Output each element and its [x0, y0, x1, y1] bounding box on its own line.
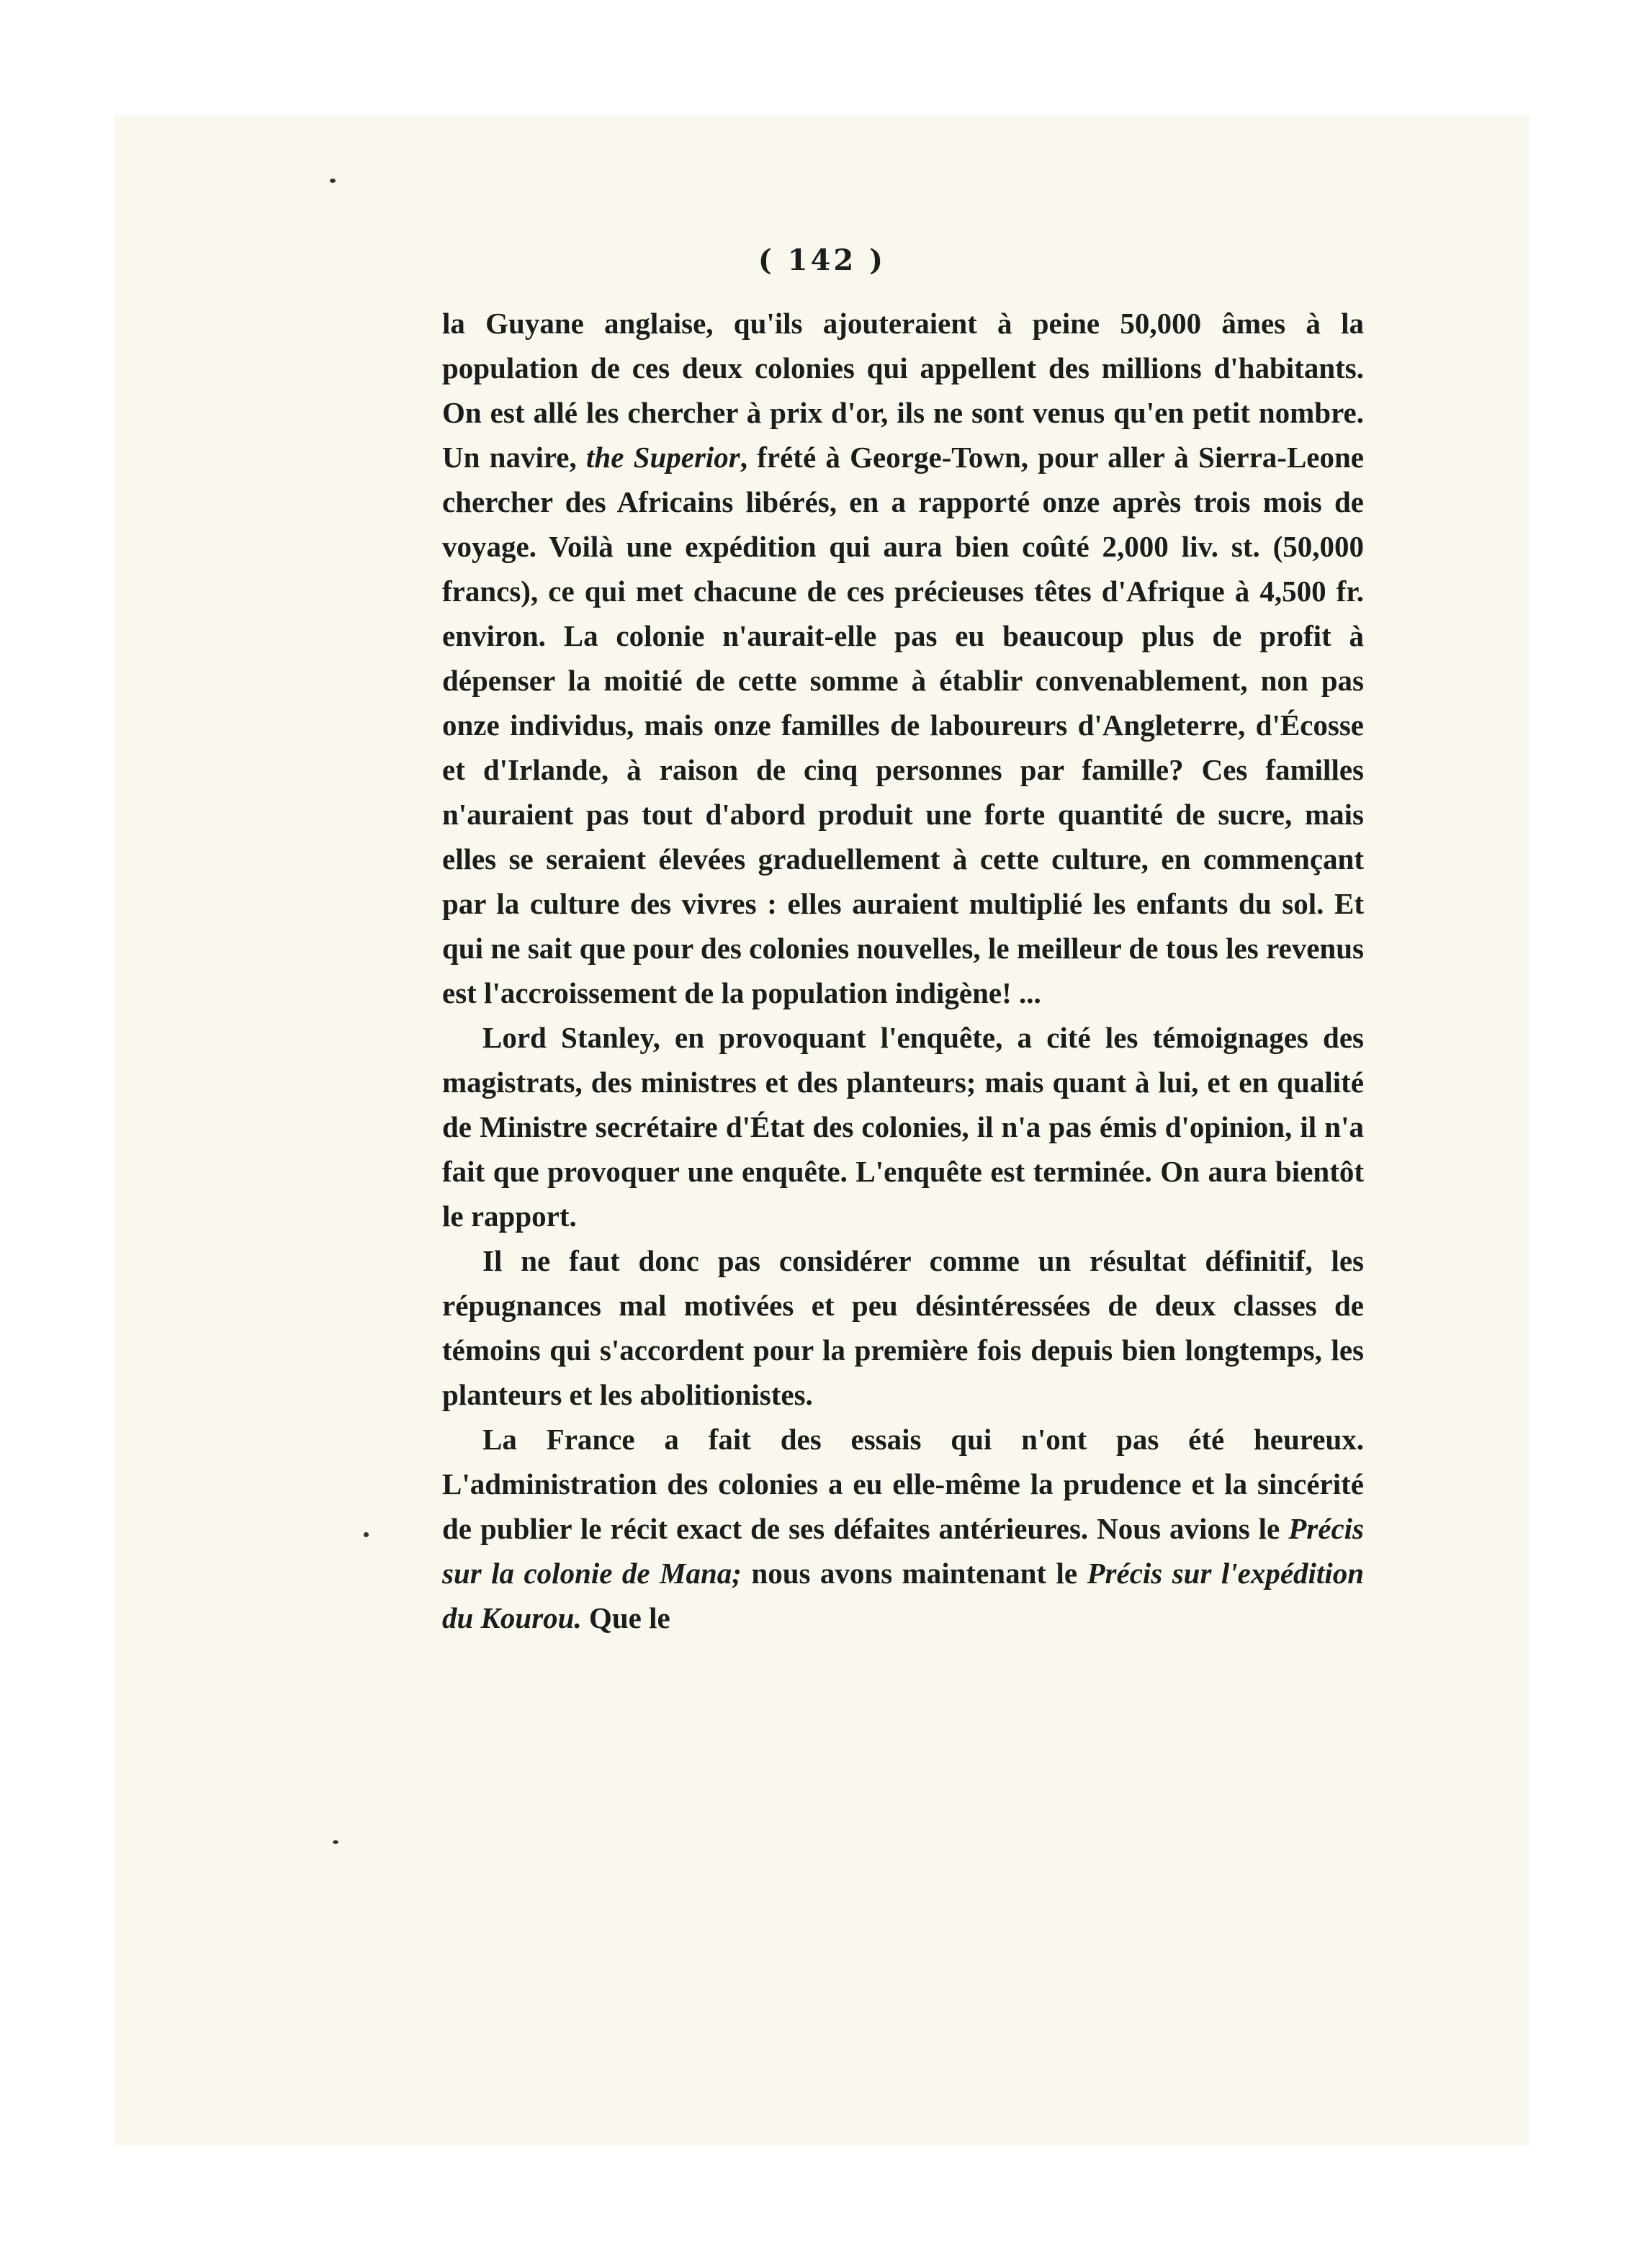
ink-speck [333, 1840, 338, 1844]
text-run: , frété à George-Town, pour aller à Sierra-Leone chercher des Africains libérés, en a rapporté onze après trois mois de voyage. Voilà une expédition qui aura bien coûté 2,000 liv. st. (50,000 francs), ce qui met chacune de ces précieuses têtes d'Afrique à 4,500 fr. environ. La colonie n'aurait-elle pas eu beaucoup plus de profit à dépenser la moitié de cette somme à établir convenablement, non pas onze individus, mais onze familles de laboureurs d'Angleterre, d'Écosse et d'Irlande, à raison de cinq personnes par famille? Ces familles n'auraient pas tout d'abord produit une forte quantité de sucre, mais elles se seraient élevées graduellement à cette culture, en commençant par la culture des vivres : elles auraient multiplié les enfants du sol. Et qui ne sait que pour des colonies nouvelles, le meilleur de tous les revenus est l'accroissement de la population indigène! ... [442, 441, 1365, 1009]
text-run: La France a fait des essais qui n'ont pas été heureux. L'administration des colonies a eu elle-même la prudence et la sincérité de publier le récit exact de ses défaites antérieures. Nous avions le [442, 1423, 1364, 1545]
paragraph [442, 1238, 1364, 1417]
text-run: Lord Stanley, en provoquant l'enquête, a cité les témoignages des magistrats, des ministres et des planteurs; mais quant à lui, et en qualité de Ministre secrétaire d'État des colonies, il n'a pas émis d'opinion, il n'a fait que provoquer une enquête. L'enquête est terminée. On aura bientôt le rapport. [442, 1021, 1364, 1233]
ink-speck [330, 179, 336, 183]
text-run: Il ne faut donc pas considérer comme un résultat définitif, les répugnances mal motivées et peu désintéressées de deux classes de témoins qui s'accordent pour la première fois depuis bien longtemps, les planteurs et les abolitionistes. [442, 1244, 1364, 1411]
paragraph [442, 301, 1364, 1015]
publication-title: Précis sur la colonie de Mana; [442, 1512, 1364, 1590]
text-run: nous avons maintenant le [741, 1557, 1087, 1590]
publication-title: Précis sur l'expédition du Kourou. [442, 1557, 1364, 1634]
body-text [442, 301, 1364, 1640]
ship-name: the Superior [586, 441, 740, 474]
text-run: la Guyane anglaise, qu'ils ajouteraient à peine 50,000 âmes à la population de ces deux colonies qui appellent des millions d'habitants. On est allé les chercher à prix d'or, ils ne sont venus qu'en petit nombre. Un navire, [442, 307, 1364, 474]
paragraph [442, 1015, 1364, 1238]
ink-speck [364, 1532, 369, 1537]
text-run: Que le [581, 1601, 670, 1634]
paragraph [442, 1417, 1364, 1640]
page-number: ( 142 ) [758, 243, 886, 277]
